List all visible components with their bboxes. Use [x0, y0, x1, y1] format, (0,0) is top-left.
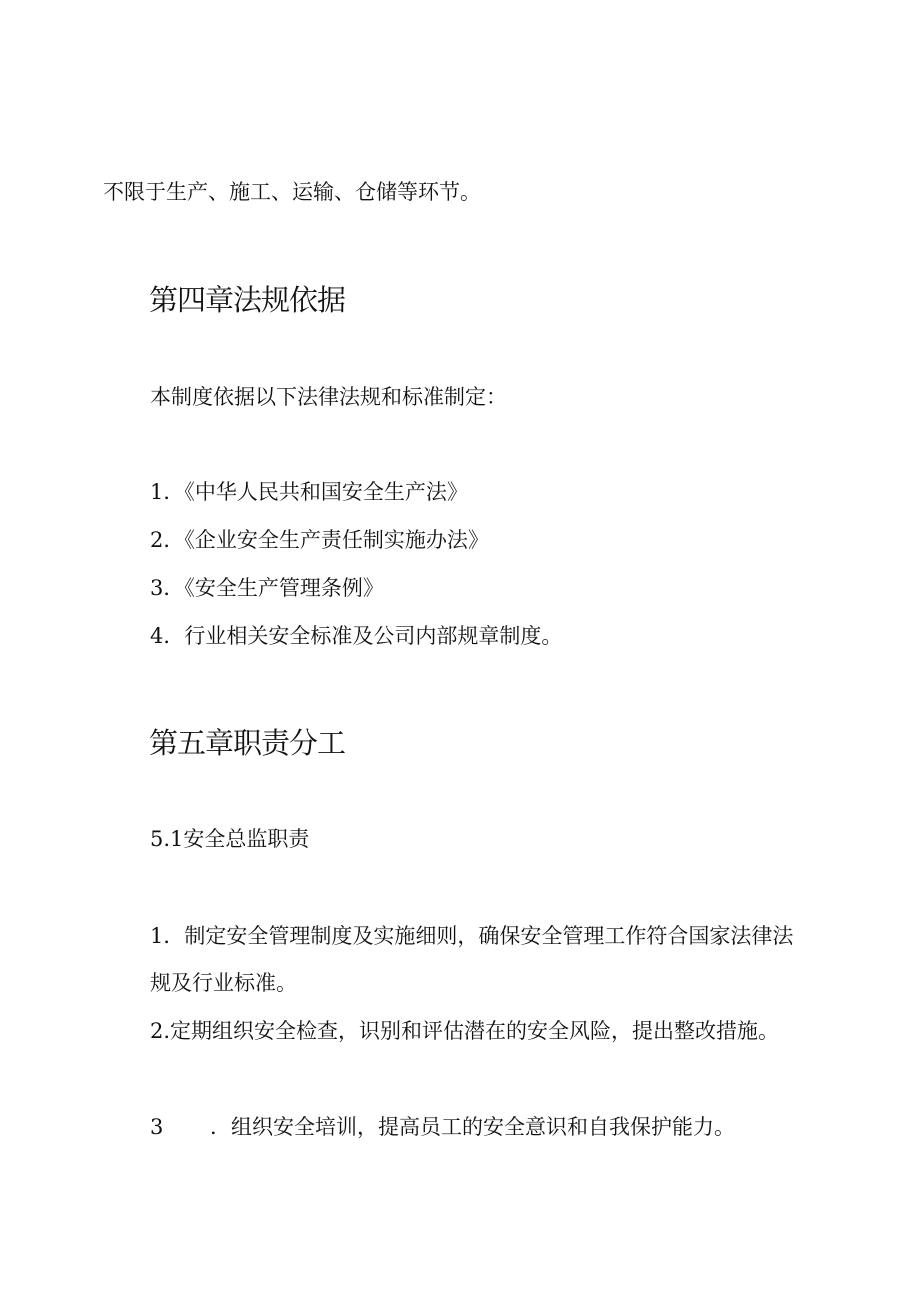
chapter4-item-2: 2．《企业安全生产责任制实施办法》: [150, 528, 489, 552]
chapter4-item-3: 3．《安全生产管理条例》: [150, 576, 384, 600]
intro-tail-text: 不限于生产、施工、运输、仓储等环节。: [103, 180, 481, 204]
chapter5-heading: 第五章职责分工: [149, 726, 346, 760]
chapter4-item-4: 4．行业相关安全标准及公司内部规章制度。: [150, 624, 563, 648]
duty-3-number: 3: [150, 1115, 164, 1139]
duty-1-line-2: 规及行业标准。: [150, 971, 297, 995]
duty-1-line-1: 1．制定安全管理制度及实施细则，确保安全管理工作符合国家法律法: [150, 924, 794, 948]
section-5-1-title: 5.1安全总监职责: [150, 827, 310, 851]
duty-2: 2.定期组织安全检查，识别和评估潜在的安全风险，提出整改措施。: [150, 1019, 780, 1043]
duty-3-text: ．组织安全培训，提高员工的安全意识和自我保护能力。: [210, 1115, 735, 1139]
chapter4-item-1: 1．《中华人民共和国安全生产法》: [150, 480, 468, 504]
chapter4-heading: 第四章法规依据: [149, 283, 346, 317]
chapter4-intro: 本制度依据以下法律法规和标准制定：: [150, 385, 507, 409]
